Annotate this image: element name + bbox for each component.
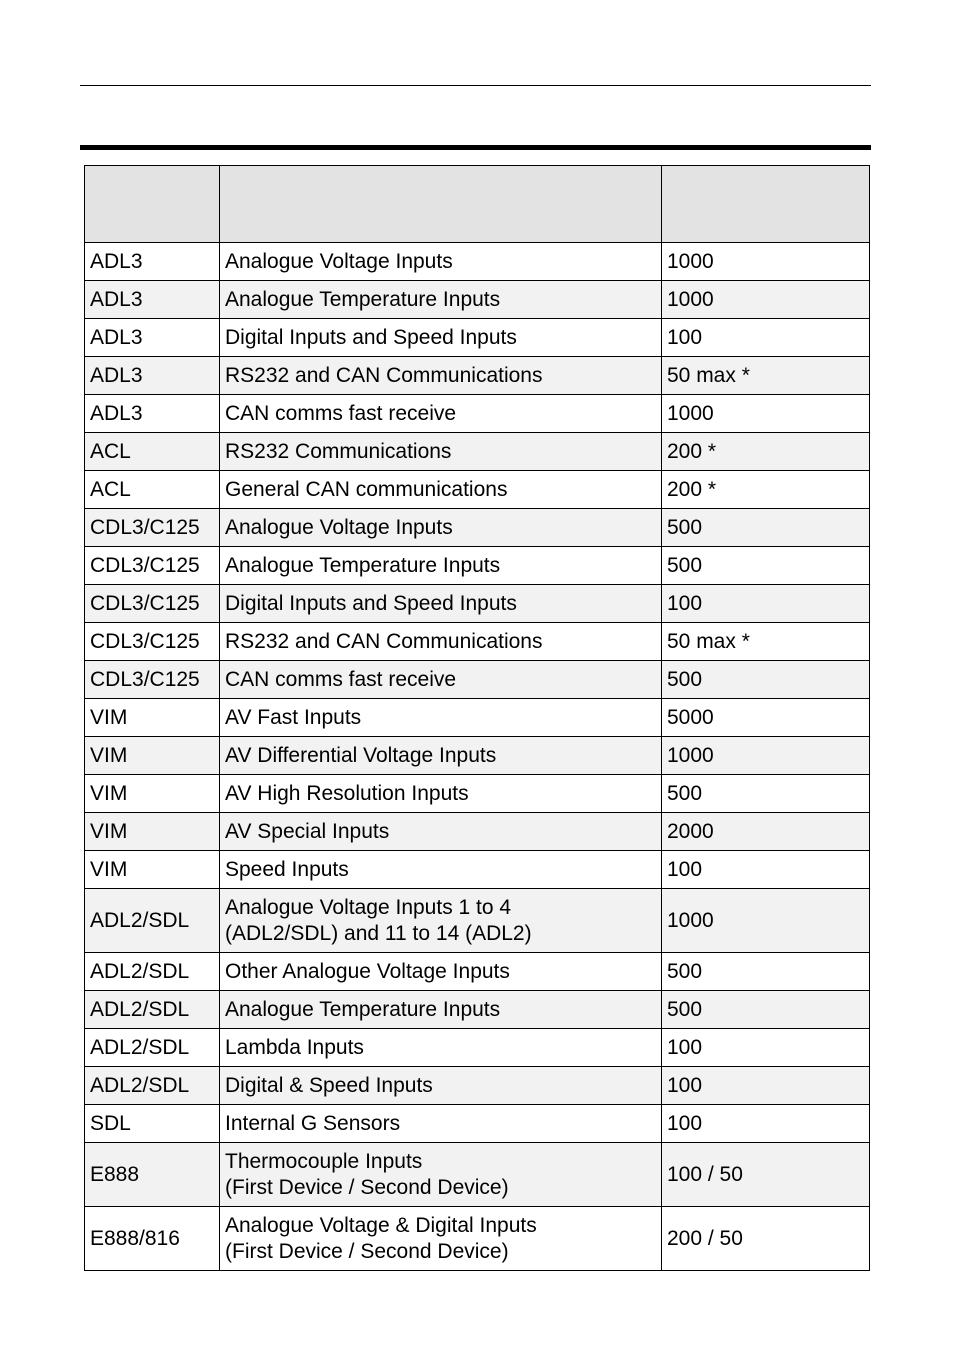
table-row xyxy=(85,991,870,1029)
device-cell: E888/816 xyxy=(85,1207,220,1271)
input-type-line: Analogue Voltage Inputs xyxy=(225,515,453,539)
input-type-cell xyxy=(220,813,662,851)
input-type-line: Digital Inputs and Speed Inputs xyxy=(225,325,517,349)
input-type-line: Analogue Voltage Inputs 1 to 4 xyxy=(225,895,512,919)
input-type-cell xyxy=(220,953,662,991)
input-type-line: RS232 and CAN Communications xyxy=(225,363,543,387)
input-type-cell xyxy=(220,433,662,471)
header-rule xyxy=(80,85,871,86)
device-cell: ADL2/SDL xyxy=(85,1067,220,1105)
table-row xyxy=(85,699,870,737)
input-type-cell xyxy=(220,1067,662,1105)
table-header-row xyxy=(85,166,870,243)
input-type-line: Analogue Voltage Inputs xyxy=(225,249,453,273)
table-row xyxy=(85,1067,870,1105)
rate-cell: 100 xyxy=(662,1105,870,1143)
table-body xyxy=(85,243,870,1271)
table-row xyxy=(85,1105,870,1143)
input-type-cell xyxy=(220,1029,662,1067)
table-row xyxy=(85,813,870,851)
rate-cell: 500 xyxy=(662,775,870,813)
input-type-cell xyxy=(220,991,662,1029)
rate-cell: 100 xyxy=(662,319,870,357)
device-cell: VIM xyxy=(85,813,220,851)
input-type-line: Internal G Sensors xyxy=(225,1111,401,1135)
rate-cell: 1000 xyxy=(662,889,870,953)
input-type-line: AV Special Inputs xyxy=(225,819,390,843)
table-row xyxy=(85,243,870,281)
device-cell: VIM xyxy=(85,775,220,813)
rate-cell: 100 / 50 xyxy=(662,1143,870,1207)
input-type-line: (First Device / Second Device) xyxy=(225,1239,509,1263)
device-cell: SDL xyxy=(85,1105,220,1143)
table-row xyxy=(85,889,870,953)
table-row xyxy=(85,281,870,319)
input-type-line: General CAN communications xyxy=(225,477,508,501)
input-type-line: CAN comms fast receive xyxy=(225,401,457,425)
input-type-cell xyxy=(220,1105,662,1143)
table-row xyxy=(85,433,870,471)
device-cell: VIM xyxy=(85,699,220,737)
header-rate xyxy=(662,166,870,243)
input-type-line: RS232 and CAN Communications xyxy=(225,629,543,653)
rate-cell: 50 max * xyxy=(662,357,870,395)
input-type-cell xyxy=(220,1143,662,1207)
device-cell: CDL3/C125 xyxy=(85,623,220,661)
table-row xyxy=(85,1143,870,1207)
input-type-line: CAN comms fast receive xyxy=(225,667,457,691)
table-row xyxy=(85,851,870,889)
table-row xyxy=(85,953,870,991)
rate-cell: 1000 xyxy=(662,737,870,775)
rate-cell: 100 xyxy=(662,1067,870,1105)
device-cell: CDL3/C125 xyxy=(85,585,220,623)
input-type-cell xyxy=(220,775,662,813)
device-cell: ADL2/SDL xyxy=(85,953,220,991)
device-cell: ADL2/SDL xyxy=(85,991,220,1029)
device-cell: VIM xyxy=(85,851,220,889)
rate-cell: 5000 xyxy=(662,699,870,737)
input-type-cell xyxy=(220,357,662,395)
table-row xyxy=(85,585,870,623)
input-type-cell xyxy=(220,623,662,661)
input-type-cell xyxy=(220,509,662,547)
device-cell: ADL2/SDL xyxy=(85,1029,220,1067)
input-type-cell xyxy=(220,851,662,889)
device-cell: ACL xyxy=(85,433,220,471)
input-type-cell xyxy=(220,661,662,699)
rate-cell: 200 * xyxy=(662,471,870,509)
table-row xyxy=(85,357,870,395)
input-type-cell xyxy=(220,243,662,281)
rate-cell: 500 xyxy=(662,509,870,547)
table-row xyxy=(85,737,870,775)
rate-cell: 500 xyxy=(662,547,870,585)
input-type-line: AV High Resolution Inputs xyxy=(225,781,469,805)
input-type-line: Thermocouple Inputs xyxy=(225,1149,423,1173)
rate-cell: 500 xyxy=(662,661,870,699)
input-type-line: (ADL2/SDL) and 11 to 14 (ADL2) xyxy=(225,921,532,945)
device-cell: CDL3/C125 xyxy=(85,661,220,699)
input-type-line: RS232 Communications xyxy=(225,439,452,463)
rate-cell: 1000 xyxy=(662,243,870,281)
table-row xyxy=(85,547,870,585)
rate-cell: 1000 xyxy=(662,395,870,433)
input-type-line: AV Fast Inputs xyxy=(225,705,362,729)
device-cell: CDL3/C125 xyxy=(85,509,220,547)
input-type-cell xyxy=(220,585,662,623)
input-type-line: Analogue Temperature Inputs xyxy=(225,997,501,1021)
logging-rates-table xyxy=(84,165,870,1271)
input-type-line: (First Device / Second Device) xyxy=(225,1175,509,1199)
rate-cell: 200 * xyxy=(662,433,870,471)
device-cell: ADL3 xyxy=(85,243,220,281)
header-input-type xyxy=(220,166,662,243)
table-row xyxy=(85,319,870,357)
section-rule xyxy=(80,145,871,150)
rate-cell: 200 / 50 xyxy=(662,1207,870,1271)
input-type-line: Lambda Inputs xyxy=(225,1035,364,1059)
rate-cell: 100 xyxy=(662,851,870,889)
input-type-line: Analogue Temperature Inputs xyxy=(225,287,501,311)
input-type-line: Digital & Speed Inputs xyxy=(225,1073,433,1097)
input-type-line: Analogue Voltage & Digital Inputs xyxy=(225,1213,537,1237)
input-type-line: Speed Inputs xyxy=(225,857,349,881)
input-type-line: Analogue Temperature Inputs xyxy=(225,553,501,577)
table-row xyxy=(85,509,870,547)
input-type-cell xyxy=(220,281,662,319)
rate-cell: 500 xyxy=(662,953,870,991)
device-cell: ADL2/SDL xyxy=(85,889,220,953)
table-row xyxy=(85,471,870,509)
device-cell: ADL3 xyxy=(85,319,220,357)
input-type-cell xyxy=(220,471,662,509)
table-row xyxy=(85,1207,870,1271)
input-type-cell xyxy=(220,395,662,433)
input-type-cell xyxy=(220,699,662,737)
input-type-cell xyxy=(220,737,662,775)
device-cell: ADL3 xyxy=(85,357,220,395)
input-type-line: Digital Inputs and Speed Inputs xyxy=(225,591,517,615)
input-type-cell xyxy=(220,889,662,953)
input-type-cell xyxy=(220,547,662,585)
rate-cell: 1000 xyxy=(662,281,870,319)
device-cell: VIM xyxy=(85,737,220,775)
device-cell: ADL3 xyxy=(85,281,220,319)
device-cell: ACL xyxy=(85,471,220,509)
rate-cell: 50 max * xyxy=(662,623,870,661)
input-type-cell xyxy=(220,1207,662,1271)
table-row xyxy=(85,1029,870,1067)
device-cell: ADL3 xyxy=(85,395,220,433)
rate-cell: 100 xyxy=(662,1029,870,1067)
table-row xyxy=(85,661,870,699)
table-row xyxy=(85,775,870,813)
table-row xyxy=(85,395,870,433)
rate-cell: 500 xyxy=(662,991,870,1029)
rate-cell: 2000 xyxy=(662,813,870,851)
table-row xyxy=(85,623,870,661)
input-type-line: Other Analogue Voltage Inputs xyxy=(225,959,510,983)
header-device xyxy=(85,166,220,243)
input-type-cell xyxy=(220,319,662,357)
rate-cell: 100 xyxy=(662,585,870,623)
device-cell: E888 xyxy=(85,1143,220,1207)
device-cell: CDL3/C125 xyxy=(85,547,220,585)
input-type-line: AV Differential Voltage Inputs xyxy=(225,743,497,767)
